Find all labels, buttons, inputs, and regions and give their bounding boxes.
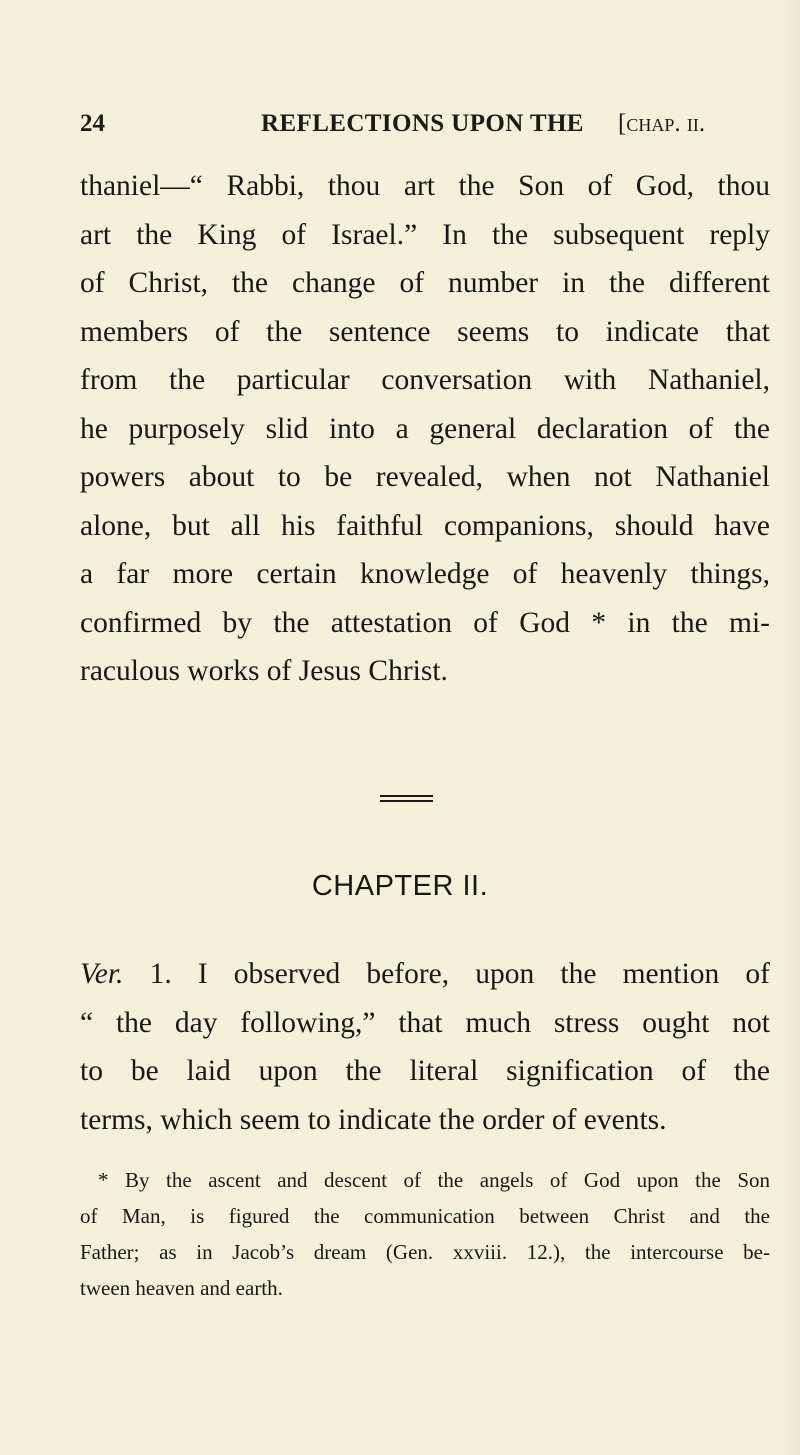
footnote-line: Father; as in Jacob’s dream (Gen. xxviii. 12.), the intercourse be-: [80, 1240, 770, 1264]
chapter-divider-rule-bottom: [380, 800, 433, 802]
text-line: members of the sentence seems to indicate that: [80, 315, 770, 348]
text-line: terms, which seem to indicate the order of events.: [80, 1103, 667, 1136]
text-line: a far more certain knowledge of heavenly things,: [80, 558, 770, 590]
footnote-line-text: * By the ascent and descent of the angels of God upon the Son: [98, 1168, 770, 1192]
running-head: [80, 110, 770, 144]
footnote-line: of Man, is figured the communication between Christ and the: [80, 1204, 770, 1228]
footnote-line: tween heaven and earth.: [80, 1276, 283, 1300]
body-paragraph: [80, 162, 770, 696]
text-line: confirmed by the attestation of God * in the mi-: [80, 606, 770, 639]
text-line: “ the day following,” that much stress ought not: [80, 1006, 770, 1039]
running-title: REFLECTIONS UPON THE: [261, 110, 584, 137]
page-edge-shading: [786, 0, 800, 1455]
text-line: powers about to be revealed, when not Nathaniel: [80, 461, 770, 493]
verse-first-line-text: 1. I observed before, upon the mention of: [149, 958, 770, 990]
text-line: of Christ, the change of number in the different: [80, 267, 770, 299]
page-number: 24: [80, 110, 105, 137]
text-line: to be laid upon the literal signification of the: [80, 1055, 770, 1087]
verse-label: Ver.: [80, 958, 124, 990]
chapter-reference: [chap. ii.: [618, 110, 706, 137]
text-line: alone, but all his faithful companions, should have: [80, 509, 770, 542]
chapter-divider-rule-top: [380, 795, 433, 797]
footnote-line: [80, 1162, 770, 1198]
text-line: from the particular conversation with Nathaniel,: [80, 364, 770, 396]
text-line: raculous works of Jesus Christ.: [80, 655, 448, 687]
verse-paragraph: [80, 950, 770, 1144]
text-line: thaniel—“ Rabbi, thou art the Son of God, thou: [80, 170, 770, 202]
chapter-heading: CHAPTER II.: [311, 870, 489, 902]
footnote: [80, 1162, 770, 1306]
text-line: he purposely slid into a general declaration of the: [80, 412, 770, 445]
text-line: art the King of Israel.” In the subsequent reply: [80, 218, 770, 251]
verse-first-line: [80, 950, 770, 999]
